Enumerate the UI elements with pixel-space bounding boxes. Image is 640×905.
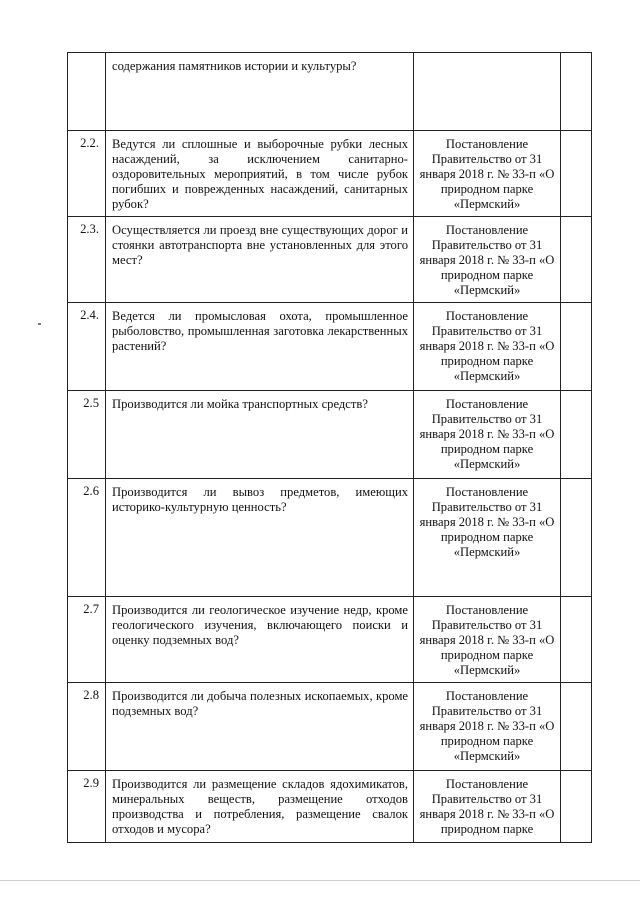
table-row — [68, 597, 592, 683]
answer-cell — [561, 131, 592, 217]
question-cell: содержания памятников истории и культуры? — [106, 53, 414, 131]
row-number: 2.5 — [68, 391, 106, 479]
table-row — [68, 771, 592, 843]
checklist-table — [67, 52, 592, 843]
legal-source-cell: Постановление Правительство от 31 января 2018 г. № 33-п «О природном парке «Пермский» — [414, 391, 561, 479]
answer-cell — [561, 303, 592, 391]
legal-source-cell — [414, 53, 561, 131]
question-cell: Производится ли размещение складов ядохимикатов, минеральных веществ, размещение отходов производства и потребления, размещение свалок отходов и мусора? — [106, 771, 414, 843]
question-cell: Ведется ли промысловая охота, промышленное рыболовство, промышленная заготовка лекарственных растений? — [106, 303, 414, 391]
table-row — [68, 479, 592, 597]
row-number: 2.3. — [68, 217, 106, 303]
row-number: 2.6 — [68, 479, 106, 597]
row-number: 2.9 — [68, 771, 106, 843]
answer-cell — [561, 53, 592, 131]
legal-source-cell: Постановление Правительство от 31 января 2018 г. № 33-п «О природном парке «Пермский» — [414, 479, 561, 597]
answer-cell — [561, 683, 592, 771]
question-cell: Производится ли мойка транспортных средств? — [106, 391, 414, 479]
legal-source-cell: Постановление Правительство от 31 января 2018 г. № 33-п «О природном парке «Пермский» — [414, 131, 561, 217]
table-row — [68, 683, 592, 771]
answer-cell — [561, 771, 592, 843]
row-number: 2.8 — [68, 683, 106, 771]
row-number: 2.4. — [68, 303, 106, 391]
legal-source-cell: Постановление Правительство от 31 января 2018 г. № 33-п «О природном парке — [414, 771, 561, 843]
legal-source-cell: Постановление Правительство от 31 января 2018 г. № 33-п «О природном парке «Пермский» — [414, 683, 561, 771]
question-cell: Производится ли геологическое изучение недр, кроме геологического изучения, включающего поиски и оценку подземных вод? — [106, 597, 414, 683]
table-row — [68, 303, 592, 391]
question-cell: Осуществляется ли проезд вне существующих дорог и стоянки автотранспорта вне установленных для этого мест? — [106, 217, 414, 303]
question-cell: Производится ли вывоз предметов, имеющих историко-культурную ценность? — [106, 479, 414, 597]
answer-cell — [561, 597, 592, 683]
legal-source-cell: Постановление Правительство от 31 января 2018 г. № 33-п «О природном парке «Пермский» — [414, 303, 561, 391]
answer-cell — [561, 479, 592, 597]
table-row — [68, 53, 592, 131]
row-number — [68, 53, 106, 131]
scan-speck — [38, 323, 41, 325]
page-bottom-rule — [0, 880, 640, 881]
answer-cell — [561, 391, 592, 479]
table-row — [68, 391, 592, 479]
row-number: 2.7 — [68, 597, 106, 683]
table-row — [68, 217, 592, 303]
question-cell: Производится ли добыча полезных ископаемых, кроме подземных вод? — [106, 683, 414, 771]
legal-source-cell: Постановление Правительство от 31 января 2018 г. № 33-п «О природном парке «Пермский» — [414, 217, 561, 303]
table-row — [68, 131, 592, 217]
answer-cell — [561, 217, 592, 303]
row-number: 2.2. — [68, 131, 106, 217]
legal-source-cell: Постановление Правительство от 31 января 2018 г. № 33-п «О природном парке «Пермский» — [414, 597, 561, 683]
question-cell: Ведутся ли сплошные и выборочные рубки лесных насаждений, за исключением санитарно-оздоровительных мероприятий, в том числе рубок погибших и поврежденных насаждений, санитарных рубок? — [106, 131, 414, 217]
